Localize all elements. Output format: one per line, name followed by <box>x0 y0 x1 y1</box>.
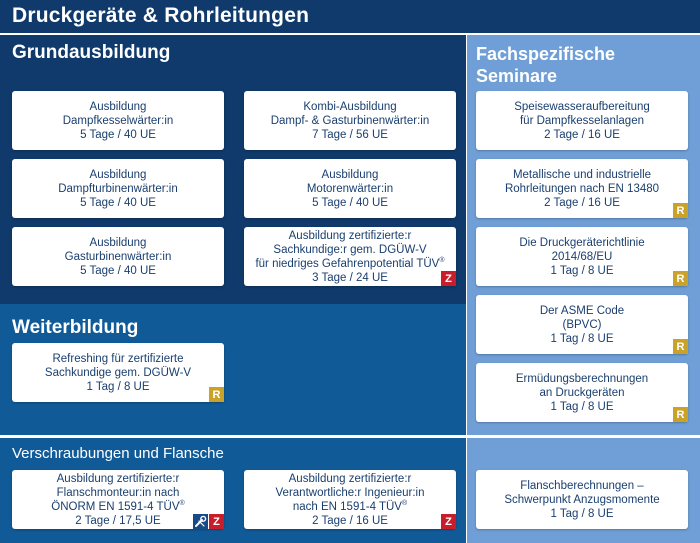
course-title-line: Ausbildung zertifizierte:r <box>56 472 180 485</box>
course-card[interactable] <box>476 295 688 354</box>
course-title-line: Motorenwärter:in <box>306 182 394 195</box>
course-card[interactable] <box>244 159 456 218</box>
course-card[interactable] <box>476 363 688 422</box>
page-title: Druckgeräte & Rohrleitungen <box>12 4 310 27</box>
course-title-line: Dampfturbinenwärter:in <box>58 182 178 195</box>
course-card[interactable] <box>12 343 224 402</box>
refresher-r-badge: R <box>673 407 688 422</box>
course-title-line: ÖNORM EN 1591-4 TÜV® <box>51 499 185 513</box>
course-card[interactable] <box>244 91 456 150</box>
course-title-line: Dampf- & Gasturbinenwärter:in <box>270 114 430 127</box>
course-title-line: 2014/68/EU <box>551 250 613 263</box>
course-title-line: Ermüdungsberechnungen <box>515 372 649 385</box>
section-title-fachspezifisch: Fachspezifische Seminare <box>476 44 616 86</box>
course-title-line: Dampfkesselwärter:in <box>62 114 174 127</box>
course-title-line: nach EN 1591-4 TÜV® <box>292 499 408 513</box>
registered-mark: ® <box>439 256 445 264</box>
course-title-line: für Dampfkesselanlagen <box>519 114 644 127</box>
course-title-line: Verantwortliche:r Ingenieur:in <box>275 486 425 499</box>
section-title-verschraubungen: Verschraubungen und Flansche <box>12 445 224 462</box>
course-title-line: Schwerpunkt Anzugsmomente <box>504 493 660 506</box>
course-title-line: Ausbildung zertifizierte:r <box>288 472 412 485</box>
course-title-line: Ausbildung <box>89 100 147 113</box>
registered-mark: ® <box>401 499 408 507</box>
course-duration: 7 Tage / 56 UE <box>312 128 388 141</box>
course-title-line: (BPVC) <box>562 318 602 331</box>
course-card[interactable] <box>244 227 456 286</box>
wrench-screwdriver-icon <box>193 514 208 529</box>
course-duration: 2 Tage / 17,5 UE <box>75 514 161 527</box>
course-duration: 5 Tage / 40 UE <box>312 196 388 209</box>
course-title-line: Rohrleitungen nach EN 13480 <box>504 182 660 195</box>
course-title-line: Sachkundige:r gem. DGÜW-V <box>273 243 427 256</box>
course-duration: 5 Tage / 40 UE <box>80 264 156 277</box>
course-duration: 5 Tage / 40 UE <box>80 128 156 141</box>
refresher-r-badge: R <box>673 203 688 218</box>
course-duration: 5 Tage / 40 UE <box>80 196 156 209</box>
course-title-line: Flanschmonteur:in nach <box>56 486 180 499</box>
course-title-line: Refreshing für zertifizierte <box>52 352 184 365</box>
course-title-line: Ausbildung <box>89 236 147 249</box>
course-card[interactable] <box>476 91 688 150</box>
course-title-line: Gasturbinenwärter:in <box>64 250 172 263</box>
course-title-line: Kombi-Ausbildung <box>303 100 397 113</box>
course-title-line: an Druckgeräten <box>539 386 625 399</box>
course-duration: 1 Tag / 8 UE <box>550 264 614 277</box>
certificate-z-badge: Z <box>209 514 224 529</box>
course-card[interactable] <box>12 470 224 529</box>
refresher-r-badge: R <box>673 339 688 354</box>
course-card[interactable] <box>476 159 688 218</box>
course-card[interactable] <box>12 227 224 286</box>
course-duration: 1 Tag / 8 UE <box>86 380 150 393</box>
course-title-line: Ausbildung <box>89 168 147 181</box>
refresher-r-badge: R <box>673 271 688 286</box>
course-card[interactable] <box>12 91 224 150</box>
course-card[interactable] <box>476 227 688 286</box>
course-title-line: Sachkundige gem. DGÜW-V <box>44 366 192 379</box>
course-duration: 2 Tage / 16 UE <box>544 196 620 209</box>
course-duration: 2 Tage / 16 UE <box>312 514 388 527</box>
course-duration: 2 Tage / 16 UE <box>544 128 620 141</box>
course-duration: 3 Tage / 24 UE <box>312 271 388 284</box>
refresher-r-badge: R <box>209 387 224 402</box>
course-duration: 1 Tag / 8 UE <box>550 400 614 413</box>
section-divider <box>467 435 700 438</box>
course-card[interactable] <box>476 470 688 529</box>
registered-mark: ® <box>179 499 185 507</box>
course-title-line: Der ASME Code <box>539 304 625 317</box>
course-title-line: Flanschberechnungen – <box>520 479 644 492</box>
certificate-z-badge: Z <box>441 271 456 286</box>
course-title-line: für niedriges Gefahrenpotential TÜV® <box>255 256 445 270</box>
course-title-line: Ausbildung <box>321 168 379 181</box>
course-title-line: Speisewasseraufbereitung <box>514 100 650 113</box>
course-duration: 1 Tag / 8 UE <box>550 332 614 345</box>
section-title-grundausbildung: Grundausbildung <box>12 42 171 63</box>
section-title-weiterbildung: Weiterbildung <box>12 317 139 338</box>
certificate-z-badge: Z <box>441 514 456 529</box>
course-duration: 1 Tag / 8 UE <box>550 507 614 520</box>
course-card[interactable] <box>12 159 224 218</box>
course-title-line: Die Druckgeräterichtlinie <box>519 236 645 249</box>
course-title-line: Metallische und industrielle <box>512 168 652 181</box>
course-title-line: Ausbildung zertifizierte:r <box>288 229 412 242</box>
course-card[interactable] <box>244 470 456 529</box>
